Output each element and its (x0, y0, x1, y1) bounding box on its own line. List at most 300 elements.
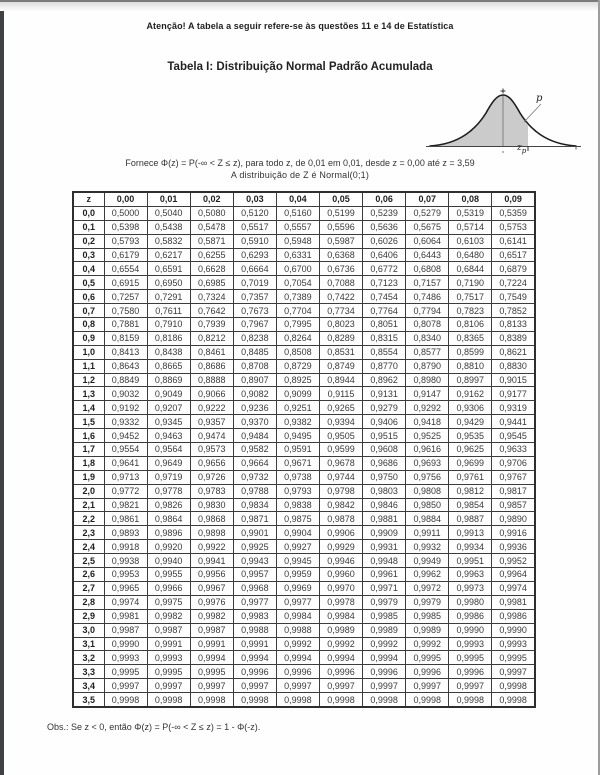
table-row (73, 387, 535, 401)
phi-value: 0,7794 (406, 304, 449, 318)
phi-value: 0,9826 (147, 498, 190, 512)
table-header (73, 192, 535, 206)
phi-value: 0,9370 (233, 415, 276, 429)
z-row-label: 1,7 (73, 443, 104, 457)
phi-value: 0,9987 (190, 623, 233, 637)
table-row (73, 443, 535, 457)
phi-value: 0,9995 (147, 665, 190, 679)
phi-value: 0,9962 (406, 568, 449, 582)
phi-value: 0,6103 (449, 234, 492, 248)
phi-value: 0,9279 (363, 401, 406, 415)
phi-value: 0,9960 (319, 568, 362, 582)
table-row (73, 429, 535, 443)
phi-value: 0,9573 (190, 443, 233, 457)
phi-value: 0,5239 (363, 206, 406, 220)
phi-value: 0,8289 (319, 331, 362, 345)
phi-value: 0,8907 (233, 373, 276, 387)
phi-value: 0,8554 (363, 345, 406, 359)
phi-value: 0,9967 (190, 581, 233, 595)
phi-value: 0,9998 (492, 679, 535, 693)
phi-value: 0,9992 (276, 637, 319, 651)
phi-value: 0,9934 (449, 540, 492, 554)
table-row (73, 512, 535, 526)
phi-value: 0,6217 (147, 248, 190, 262)
phi-value: 0,9881 (363, 512, 406, 526)
phi-value: 0,9996 (233, 665, 276, 679)
phi-value: 0,9382 (276, 415, 319, 429)
phi-value: 0,9981 (104, 609, 147, 623)
phi-value: 0,6844 (449, 262, 492, 276)
axis-zp-label: $z_p$ (517, 143, 527, 155)
phi-value: 0,9987 (147, 623, 190, 637)
table-row (73, 206, 535, 220)
phi-value: 0,9554 (104, 443, 147, 457)
phi-value: 0,9949 (406, 554, 449, 568)
phi-value: 0,9192 (104, 401, 147, 415)
phi-value: 0,7704 (276, 304, 319, 318)
phi-value: 0,9998 (276, 693, 319, 707)
phi-value: 0,9959 (276, 568, 319, 582)
phi-value: 0,8461 (190, 345, 233, 359)
page-title: Tabela I: Distribuição Normal Padrão Acumulada (167, 61, 433, 73)
phi-value: 0,7019 (233, 276, 276, 290)
z-row-label: 0,0 (73, 206, 104, 220)
table-row (73, 318, 535, 332)
phi-value: 0,9049 (147, 387, 190, 401)
phi-value: 0,8888 (190, 373, 233, 387)
z-row-label: 0,2 (73, 234, 104, 248)
table-row (73, 234, 535, 248)
phi-value: 0,7823 (449, 304, 492, 318)
phi-value: 0,9997 (319, 679, 362, 693)
table-row (73, 373, 535, 387)
phi-value: 0,7224 (492, 276, 535, 290)
phi-value: 0,8438 (147, 345, 190, 359)
phi-value: 0,8531 (319, 345, 362, 359)
phi-value: 0,9713 (104, 470, 147, 484)
phi-value: 0,5714 (449, 220, 492, 234)
column-header: 0,06 (363, 192, 406, 206)
table-row (73, 248, 535, 262)
phi-value: 0,8997 (449, 373, 492, 387)
phi-value: 0,9946 (319, 554, 362, 568)
phi-value: 0,8186 (147, 331, 190, 345)
z-row-label: 2,8 (73, 595, 104, 609)
phi-value: 0,9911 (406, 526, 449, 540)
phi-value: 0,5517 (233, 220, 276, 234)
phi-value: 0,9082 (233, 387, 276, 401)
phi-value: 0,9988 (233, 623, 276, 637)
table-row (73, 415, 535, 429)
z-row-label: 2,2 (73, 512, 104, 526)
z-row-label: 1,0 (73, 345, 104, 359)
phi-value: 0,9994 (319, 651, 362, 665)
phi-value: 0,9989 (363, 623, 406, 637)
phi-value: 0,9995 (449, 651, 492, 665)
phi-value: 0,9943 (233, 554, 276, 568)
column-header: 0,00 (104, 192, 147, 206)
phi-value: 0,9306 (449, 401, 492, 415)
phi-value: 0,9989 (319, 623, 362, 637)
z-row-label: 1,1 (73, 359, 104, 373)
table-row (73, 526, 535, 540)
phi-value: 0,8925 (276, 373, 319, 387)
phi-value: 0,6808 (406, 262, 449, 276)
phi-value: 0,5040 (147, 206, 190, 220)
phi-value: 0,7088 (319, 276, 362, 290)
phi-value: 0,5948 (276, 234, 319, 248)
phi-value: 0,9564 (147, 443, 190, 457)
phi-value: 0,9875 (276, 512, 319, 526)
table-row (73, 359, 535, 373)
phi-value: 0,9616 (406, 443, 449, 457)
phi-value: 0,9966 (147, 581, 190, 595)
phi-value: 0,9147 (406, 387, 449, 401)
phi-value: 0,9988 (276, 623, 319, 637)
phi-value: 0,7454 (363, 290, 406, 304)
phi-value: 0,9838 (276, 498, 319, 512)
z-row-label: 0,8 (73, 318, 104, 332)
phi-value: 0,9997 (492, 665, 535, 679)
attention-notice: Atenção! A tabela a seguir refere-se às questões 11 e 14 de Estatística (146, 21, 454, 31)
phi-value: 0,7967 (233, 318, 276, 332)
z-row-label: 3,4 (73, 679, 104, 693)
phi-value: 0,9983 (233, 609, 276, 623)
phi-value: 0,7422 (319, 290, 362, 304)
phi-value: 0,9441 (492, 415, 535, 429)
phi-value: 0,9953 (104, 568, 147, 582)
phi-value: 0,5120 (233, 206, 276, 220)
phi-value: 0,8790 (406, 359, 449, 373)
phi-value: 0,9994 (363, 651, 406, 665)
phi-value: 0,9861 (104, 512, 147, 526)
phi-value: 0,9998 (492, 693, 535, 707)
phi-value: 0,9808 (406, 484, 449, 498)
phi-value: 0,9545 (492, 429, 535, 443)
phi-value: 0,9998 (449, 693, 492, 707)
phi-value: 0,9750 (363, 470, 406, 484)
phi-value: 0,9535 (449, 429, 492, 443)
z-row-label: 0,9 (73, 331, 104, 345)
phi-value: 0,9756 (406, 470, 449, 484)
phi-value: 0,5438 (147, 220, 190, 234)
phi-value: 0,9997 (406, 679, 449, 693)
phi-value: 0,7357 (233, 290, 276, 304)
phi-value: 0,7517 (449, 290, 492, 304)
phi-value: 0,9656 (190, 456, 233, 470)
phi-value: 0,9997 (363, 679, 406, 693)
phi-value: 0,9830 (190, 498, 233, 512)
phi-value: 0,5832 (147, 234, 190, 248)
phi-value: 0,9788 (233, 484, 276, 498)
scan-edge-top-fade (0, 2, 600, 11)
phi-value: 0,9162 (449, 387, 492, 401)
column-header: 0,08 (449, 192, 492, 206)
z-row-label: 2,0 (73, 484, 104, 498)
phi-value: 0,6879 (492, 262, 535, 276)
phi-value: 0,5319 (449, 206, 492, 220)
phi-value: 0,9767 (492, 470, 535, 484)
table-row (73, 637, 535, 651)
phi-value: 0,9970 (319, 581, 362, 595)
table-row (73, 581, 535, 595)
phi-value: 0,9997 (449, 679, 492, 693)
z-row-label: 2,1 (73, 498, 104, 512)
phi-value: 0,8749 (319, 359, 362, 373)
phi-value: 0,9887 (449, 512, 492, 526)
z-row-label: 0,1 (73, 220, 104, 234)
table-row (73, 609, 535, 623)
phi-value: 0,9177 (492, 387, 535, 401)
column-header-z: z (73, 192, 104, 206)
phi-value: 0,9505 (319, 429, 362, 443)
table-row (73, 623, 535, 637)
table-row (73, 220, 535, 234)
phi-value: 0,5753 (492, 220, 535, 234)
z-row-label: 2,4 (73, 540, 104, 554)
table-row (73, 693, 535, 707)
z-row-label: 3,3 (73, 665, 104, 679)
phi-value: 0,5793 (104, 234, 147, 248)
phi-value: 0,9986 (449, 609, 492, 623)
phi-value: 0,9418 (406, 415, 449, 429)
phi-value: 0,9222 (190, 401, 233, 415)
phi-value: 0,6368 (319, 248, 362, 262)
phi-value: 0,8980 (406, 373, 449, 387)
phi-value: 0,9991 (147, 637, 190, 651)
z-row-label: 2,9 (73, 609, 104, 623)
phi-value: 0,9633 (492, 443, 535, 457)
phi-value: 0,7389 (276, 290, 319, 304)
phi-value: 0,8340 (406, 331, 449, 345)
bell-curve-graphic (424, 85, 586, 163)
phi-value: 0,7734 (319, 304, 362, 318)
formula-line-2: A distribuição de Z é Normal(0;1) (230, 170, 370, 180)
phi-value: 0,8962 (363, 373, 406, 387)
phi-value: 0,6591 (147, 262, 190, 276)
phi-value: 0,8729 (276, 359, 319, 373)
table-row (73, 651, 535, 665)
column-header: 0,07 (406, 192, 449, 206)
column-header: 0,02 (190, 192, 233, 206)
phi-value: 0,8508 (276, 345, 319, 359)
column-header: 0,05 (319, 192, 362, 206)
phi-value: 0,9941 (190, 554, 233, 568)
phi-value: 0,7642 (190, 304, 233, 318)
phi-value: 0,9686 (363, 456, 406, 470)
phi-value: 0,9890 (492, 512, 535, 526)
phi-value: 0,9974 (104, 595, 147, 609)
phi-value: 0,8133 (492, 318, 535, 332)
phi-value: 0,9131 (363, 387, 406, 401)
phi-value: 0,5987 (319, 234, 362, 248)
phi-value: 0,5279 (406, 206, 449, 220)
phi-value: 0,9699 (449, 456, 492, 470)
z-row-label: 1,4 (73, 401, 104, 415)
phi-value: 0,9641 (104, 456, 147, 470)
phi-value: 0,9998 (190, 693, 233, 707)
z-row-label: 1,9 (73, 470, 104, 484)
phi-value: 0,9884 (406, 512, 449, 526)
phi-value: 0,9525 (406, 429, 449, 443)
phi-value: 0,9936 (492, 540, 535, 554)
phi-value: 0,9821 (104, 498, 147, 512)
phi-value: 0,9207 (147, 401, 190, 415)
phi-value: 0,7673 (233, 304, 276, 318)
phi-value: 0,9980 (449, 595, 492, 609)
phi-value: 0,9938 (104, 554, 147, 568)
z-row-label: 1,3 (73, 387, 104, 401)
phi-value: 0,9842 (319, 498, 362, 512)
phi-value: 0,7324 (190, 290, 233, 304)
phi-value: 0,9996 (449, 665, 492, 679)
phi-value: 0,7764 (363, 304, 406, 318)
phi-value: 0,9998 (147, 693, 190, 707)
phi-value: 0,8078 (406, 318, 449, 332)
z-row-label: 2,3 (73, 526, 104, 540)
phi-value: 0,7123 (363, 276, 406, 290)
phi-value: 0,9997 (104, 679, 147, 693)
phi-value: 0,9975 (147, 595, 190, 609)
phi-value: 0,9066 (190, 387, 233, 401)
table-row (73, 331, 535, 345)
phi-value: 0,5080 (190, 206, 233, 220)
phi-value: 0,9918 (104, 540, 147, 554)
table-row (73, 345, 535, 359)
phi-value: 0,9969 (276, 581, 319, 595)
phi-value: 0,9992 (363, 637, 406, 651)
phi-value: 0,9951 (449, 554, 492, 568)
phi-value: 0,8238 (233, 331, 276, 345)
table-row (73, 554, 535, 568)
phi-value: 0,8365 (449, 331, 492, 345)
phi-value: 0,5398 (104, 220, 147, 234)
phi-value: 0,9251 (276, 401, 319, 415)
phi-value: 0,6628 (190, 262, 233, 276)
phi-value: 0,6331 (276, 248, 319, 262)
table-body (73, 206, 535, 707)
phi-value: 0,9332 (104, 415, 147, 429)
z-row-label: 1,2 (73, 373, 104, 387)
phi-value: 0,9982 (190, 609, 233, 623)
phi-value: 0,6985 (190, 276, 233, 290)
phi-value: 0,9978 (319, 595, 362, 609)
z-row-label: 0,5 (73, 276, 104, 290)
table-row (73, 262, 535, 276)
phi-value: 0,7881 (104, 318, 147, 332)
phi-value: 0,9850 (406, 498, 449, 512)
table-row (73, 304, 535, 318)
phi-value: 0,9798 (319, 484, 362, 498)
normal-curve-figure (424, 85, 586, 163)
origin-dot (502, 151, 504, 153)
phi-value: 0,9990 (449, 623, 492, 637)
phi-value: 0,9997 (233, 679, 276, 693)
phi-value: 0,9927 (276, 540, 319, 554)
table-row (73, 401, 535, 415)
phi-value: 0,9929 (319, 540, 362, 554)
phi-value: 0,9357 (190, 415, 233, 429)
phi-value: 0,9864 (147, 512, 190, 526)
phi-value: 0,9993 (104, 651, 147, 665)
column-header: 0,04 (276, 192, 319, 206)
phi-value: 0,9738 (276, 470, 319, 484)
p-pointer-line (524, 104, 541, 122)
phi-value: 0,6141 (492, 234, 535, 248)
phi-value: 0,6915 (104, 276, 147, 290)
phi-value: 0,9678 (319, 456, 362, 470)
table-row (73, 456, 535, 470)
table-row (73, 470, 535, 484)
phi-value: 0,9406 (363, 415, 406, 429)
phi-value: 0,7549 (492, 290, 535, 304)
phi-value: 0,6293 (233, 248, 276, 262)
phi-value: 0,9961 (363, 568, 406, 582)
phi-value: 0,6700 (276, 262, 319, 276)
phi-value: 0,9783 (190, 484, 233, 498)
area-p-label: p (536, 93, 543, 104)
phi-value: 0,9495 (276, 429, 319, 443)
phi-value: 0,9995 (406, 651, 449, 665)
phi-value: 0,9319 (492, 401, 535, 415)
phi-value: 0,9993 (147, 651, 190, 665)
phi-value: 0,9015 (492, 373, 535, 387)
phi-value: 0,9599 (319, 443, 362, 457)
phi-value: 0,7257 (104, 290, 147, 304)
phi-value: 0,9993 (449, 637, 492, 651)
phi-value: 0,8686 (190, 359, 233, 373)
phi-value: 0,9971 (363, 581, 406, 595)
phi-value: 0,9948 (363, 554, 406, 568)
phi-value: 0,9990 (104, 637, 147, 651)
phi-value: 0,6736 (319, 262, 362, 276)
phi-value: 0,9977 (276, 595, 319, 609)
phi-value: 0,9846 (363, 498, 406, 512)
phi-value: 0,9987 (104, 623, 147, 637)
phi-value: 0,9726 (190, 470, 233, 484)
phi-value: 0,9985 (406, 609, 449, 623)
phi-value: 0,6406 (363, 248, 406, 262)
phi-value: 0,5871 (190, 234, 233, 248)
phi-value: 0,9932 (406, 540, 449, 554)
phi-value: 0,7054 (276, 276, 319, 290)
phi-value: 0,5596 (319, 220, 362, 234)
phi-value: 0,9778 (147, 484, 190, 498)
phi-value: 0,6554 (104, 262, 147, 276)
phi-value: 0,9761 (449, 470, 492, 484)
phi-value: 0,6480 (449, 248, 492, 262)
phi-value: 0,9990 (492, 623, 535, 637)
phi-value: 0,8212 (190, 331, 233, 345)
phi-value: 0,9871 (233, 512, 276, 526)
phi-value: 0,8830 (492, 359, 535, 373)
phi-value: 0,9582 (233, 443, 276, 457)
phi-value: 0,9772 (104, 484, 147, 498)
phi-value: 0,9994 (190, 651, 233, 665)
phi-value: 0,9893 (104, 526, 147, 540)
phi-value: 0,9955 (147, 568, 190, 582)
phi-value: 0,9995 (190, 665, 233, 679)
phi-value: 0,9292 (406, 401, 449, 415)
phi-value: 0,9904 (276, 526, 319, 540)
phi-value: 0,9984 (319, 609, 362, 623)
phi-value: 0,9940 (147, 554, 190, 568)
phi-value: 0,9901 (233, 526, 276, 540)
z-row-label: 3,1 (73, 637, 104, 651)
z-row-label: 3,0 (73, 623, 104, 637)
phi-value: 0,9996 (319, 665, 362, 679)
phi-value: 0,9991 (190, 637, 233, 651)
